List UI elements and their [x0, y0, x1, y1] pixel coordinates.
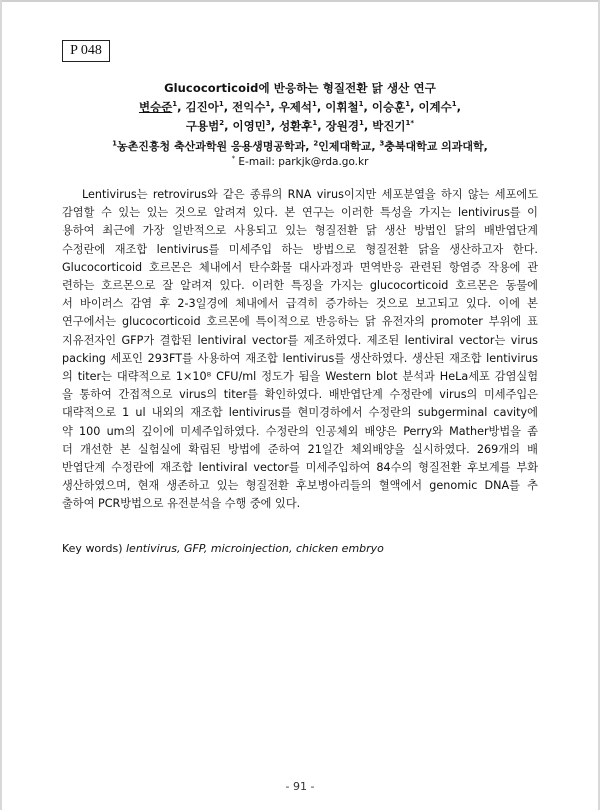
email-text: E-mail: parkjk@rda.go.kr — [235, 156, 369, 168]
author-name: 장원경 — [325, 119, 359, 133]
abstract-line: 반엽단계 수정란에 재조합 lentiviral vector를 미세주입하여 84수의 형질전환 후보계를 부화 — [62, 461, 538, 475]
abstract-line: 더 개선한 본 실험실에 확립된 방법에 준하여 21일간 체외배양을 실시하였다. 269개의 배 — [62, 442, 538, 456]
author-name: 이휘철 — [325, 100, 359, 114]
abstract-line: 약 100 um의 깊이에 미세주입하였다. 수정란의 인공체외 배양은 Perry와 Mather방법을 좀 — [62, 424, 538, 438]
author — [326, 119, 364, 133]
abstract-line: 수정란에 재조합 lentivirus를 미세주입 하는 방법으로 형질전환 닭을 생산하고자 한다. — [62, 242, 538, 256]
author — [372, 100, 410, 114]
author-affiliation-marker: 3 — [265, 119, 271, 128]
keywords-label: Key words) — [62, 542, 126, 555]
abstract-line: packing 세포인 293FT를 사용하여 재조합 lentivirus를 생산하였다. 생산된 재조합 lentivirus — [62, 351, 538, 365]
keywords — [62, 542, 538, 555]
author-name: 변승준 — [138, 100, 173, 114]
author-list-line-1: 변승준$^1$, 김진아$^1$, 전익수$^1$, 우제석$^1$, 이휘철$^1$, 이승훈$^1$, 이계수$^1$, — [138, 100, 462, 114]
author-affiliation-marker: 1 — [312, 119, 318, 128]
paper-title: Glucocorticoid에 반응하는 형질전환 닭 생산 연구 — [164, 81, 436, 95]
author-affiliation-marker: 1 — [265, 100, 271, 109]
abstract-line: 련하는 호르몬으로 잘 알려져 있다. 이러한 특징을 가지는 glucocorticoid 호르몬은 동물에 — [62, 279, 538, 293]
author-affiliation-marker: 1 — [358, 100, 364, 109]
affiliation-text: 충북대학교 의과대학, — [384, 140, 488, 153]
author — [279, 119, 317, 133]
abstract-line: 서 바이러스 감염 후 2-3일경에 체내에서 급격히 증가하는 것으로 보고되고 있다. 이에 본 — [62, 297, 538, 311]
abstract-line: 생산하였으며, 현재 생존하고 있는 형질전환 후보병아리들의 혈액에서 genomic DNA를 추 — [62, 479, 538, 493]
keywords-terms: lentivirus, GFP, microinjection, chicken embryo — [126, 542, 384, 555]
author — [186, 100, 224, 114]
author-affiliation-marker: 1 — [218, 100, 224, 109]
author — [279, 100, 317, 114]
author-affiliation-marker: 2 — [219, 119, 225, 128]
abstract-line: 대략적으로 1 ul 내외의 재조합 lentivirus를 현미경하에서 수정란의 subgerminal cavity에 — [62, 406, 538, 420]
page-number: - 91 - — [285, 780, 315, 793]
abstract-line: Glucocorticoid 호르몬은 체내에서 탄수화물 대사과정과 면역반응 관련된 항염증 작용에 관 — [62, 260, 538, 274]
author-affiliation-marker: 1 — [451, 100, 457, 109]
author-name: 이영민 — [232, 119, 266, 133]
author-list-line-2: 구용범$^2$, 이영민$^3$, 성환후$^1$, 장원경$^1$, 박진기$^{1*}$ — [185, 119, 415, 133]
email-marker: * — [231, 154, 236, 163]
author — [232, 119, 270, 133]
author-affiliation-marker: 1 — [405, 100, 411, 109]
author-name: 박진기 — [372, 119, 406, 133]
poster-code-box: P 048 — [62, 40, 110, 62]
author — [325, 100, 363, 114]
author-name: 전익수 — [232, 100, 266, 114]
abstract-line: 을 통하여 간접적으로 virus의 titer를 확인하였다. 배반엽단계 수정란에 virus의 미세주입은 — [62, 388, 538, 402]
affiliations — [40, 138, 560, 154]
abstract-line: 용하여 최근에 가장 일반적으로 사용되고 있는 형질전환 닭 생산 방법인 닭의 배반엽단계 — [62, 224, 538, 238]
abstract-body — [62, 186, 538, 514]
author-affiliation-marker: 1 — [358, 119, 364, 128]
affiliation-marker: 2 — [313, 139, 319, 148]
author-affiliation-marker: 1 — [312, 100, 317, 109]
contact-email — [40, 156, 560, 168]
page-edge — [0, 0, 600, 2]
author-affiliation-marker: 1* — [405, 119, 415, 128]
author — [139, 100, 177, 114]
author-name: 이계수 — [418, 100, 452, 114]
author-name: 성환후 — [279, 119, 313, 133]
author — [372, 119, 414, 133]
abstract-line: 연구에서는 glucocorticoid 호르몬에 특이적으로 반응하는 닭 유전자의 promoter 부위에 표 — [62, 315, 538, 329]
affiliation-marker: 3 — [379, 139, 385, 148]
affiliation-marker: 1 — [112, 139, 117, 148]
abstract-line: 출하여 PCR방법으로 유전분석을 수행 중에 있다. — [62, 497, 301, 511]
abstract-line: Lentivirus는 retrovirus와 같은 종류의 RNA virus이지만 세포분열을 하지 않는 세포에도 — [82, 188, 538, 201]
author-name: 이승훈 — [371, 100, 406, 114]
author-name: 우제석 — [278, 100, 313, 114]
affiliation-text: 인제대학교, — [318, 140, 380, 153]
author — [186, 119, 224, 133]
abstract-line: 의 titer는 대략적으로 1×10⁸ CFU/ml 정도가 됨을 Western blot 분석과 HeLa세포 감염실험 — [62, 370, 538, 384]
author-name: 김진아 — [185, 100, 219, 114]
abstract-line: 지유전자인 GFP가 결합된 lentiviral vector를 제조하였다. 제조된 lentiviral vector는 virus — [62, 333, 538, 347]
affiliation-text: 농촌진흥청 축산과학원 응용생명공학과, — [117, 140, 314, 153]
author-name: 구용범 — [185, 119, 220, 133]
author-affiliation-marker: 1 — [172, 100, 178, 109]
author — [418, 100, 456, 114]
page-edge — [0, 0, 2, 810]
author — [232, 100, 270, 114]
abstract-line: 감염할 수 있는 있는 것으로 알려져 있다. 본 연구는 이러한 특성을 가지는 lentivirus를 이 — [62, 206, 538, 220]
